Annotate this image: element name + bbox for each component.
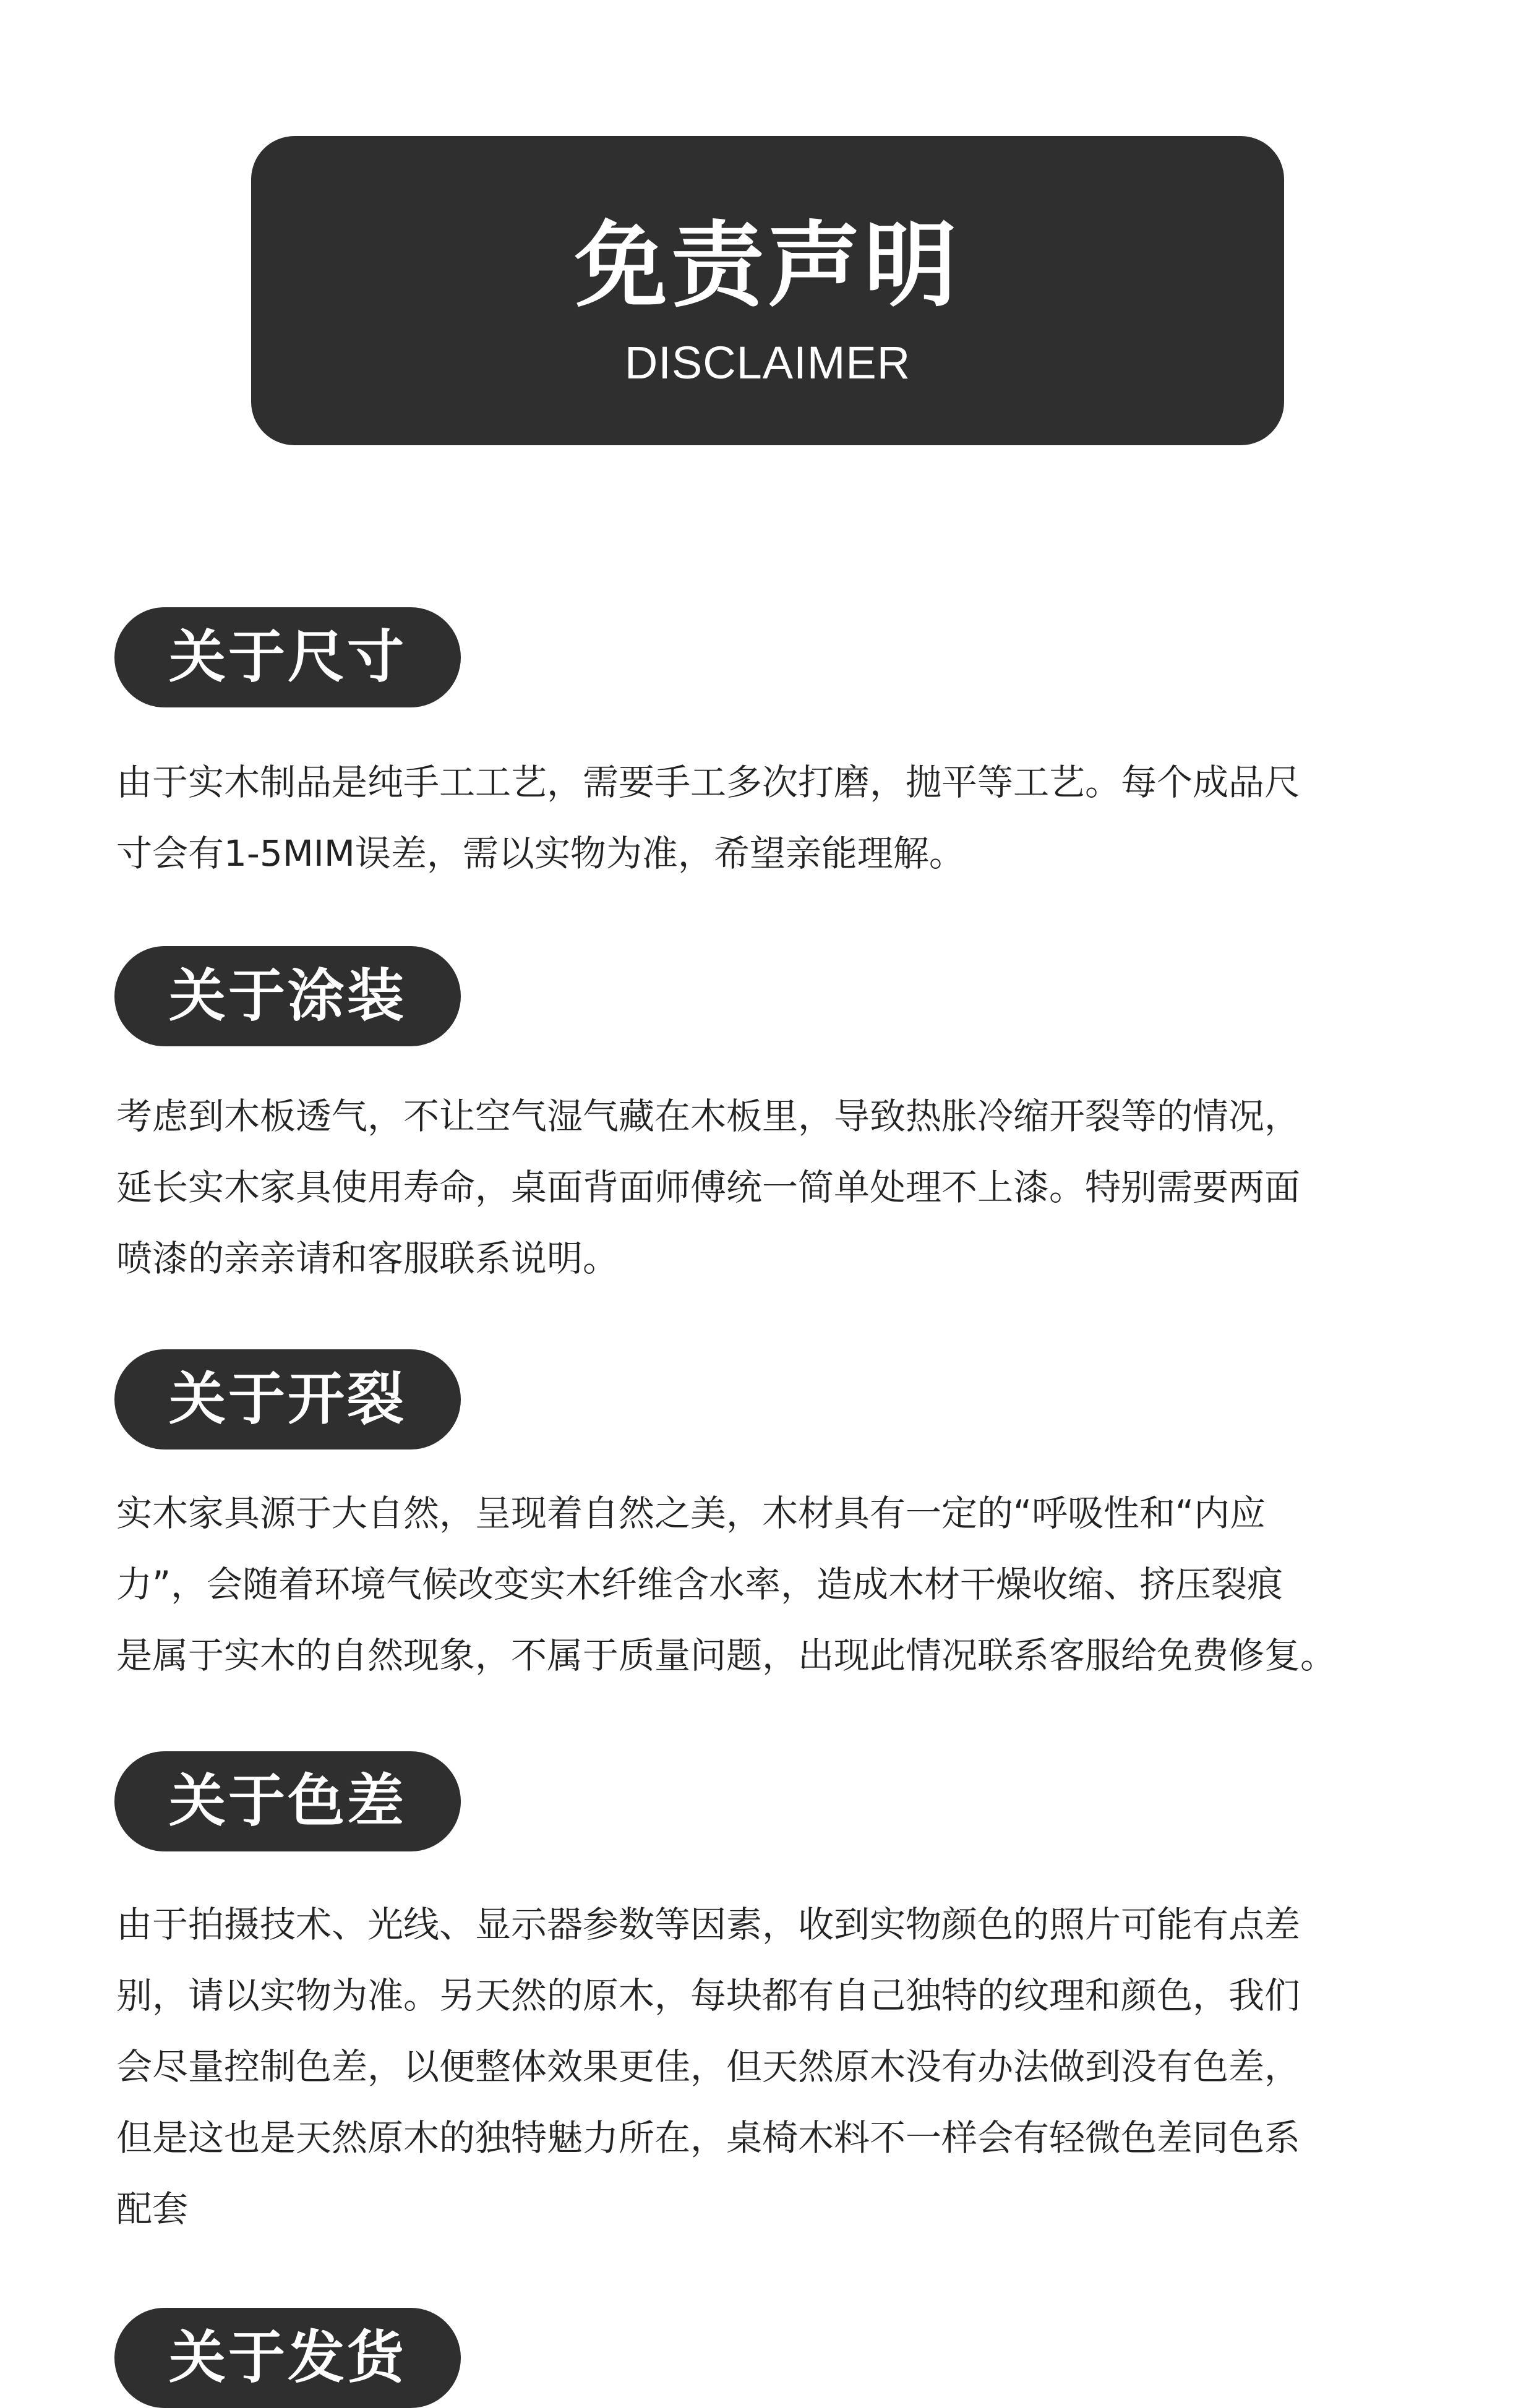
body-line: 是属于实木的自然现象，不属于质量问题，出现此情况联系客服给免费修复。: [116, 1634, 1337, 1676]
body-line: 但是这也是天然原木的独特魅力所在，桌椅木料不一样会有轻微色差同色系: [116, 2117, 1301, 2159]
section-body-cracking: [116, 1478, 1446, 1691]
page-subtitle: DISCLAIMER: [624, 337, 911, 388]
section-heading-size: 关于尺寸: [114, 607, 461, 707]
body-line: 会尽量控制色差，以便整体效果更佳，但天然原木没有办法做到没有色差，: [116, 2046, 1301, 2088]
body-line: 喷漆的亲亲请和客服联系说明。: [116, 1237, 619, 1279]
section-heading-color-difference: 关于色差: [114, 1751, 461, 1851]
section-body-size: [116, 747, 1446, 889]
body-line: 考虑到木板透气，不让空气湿气藏在木板里，导致热胀冷缩开裂等的情况，: [116, 1095, 1301, 1137]
body-line: 延长实木家具使用寿命，桌面背面师傅统一简单处理不上漆。特别需要两面: [116, 1166, 1301, 1208]
section-heading-shipping: 关于发货: [114, 2308, 461, 2408]
page-title: 免责声明: [574, 212, 961, 320]
body-line: 寸会有1-5MIM误差，需以实物为准，希望亲能理解。: [116, 832, 965, 874]
section-heading-coating: 关于涂装: [114, 946, 461, 1046]
section-body-coating: [116, 1081, 1446, 1294]
section-heading-cracking: 关于开裂: [114, 1349, 461, 1449]
body-line: 力”，会随着环境气候改变实木纤维含水率，造成木材干燥收缩、挤压裂痕: [116, 1563, 1283, 1605]
body-line: 由于拍摄技术、光线、显示器参数等因素，收到实物颜色的照片可能有点差: [116, 1903, 1301, 1945]
section-body-color-difference: [116, 1889, 1446, 2245]
body-line: 实木家具源于大自然，呈现着自然之美，木材具有一定的“呼吸性和“内应: [116, 1492, 1266, 1534]
body-line: 别，请以实物为准。另天然的原木，每块都有自己独特的纹理和颜色，我们: [116, 1975, 1301, 2017]
disclaimer-banner: [251, 136, 1284, 445]
body-line: 由于实木制品是纯手工工艺，需要手工多次打磨，抛平等工艺。每个成品尺: [116, 761, 1301, 803]
body-line: 配套: [116, 2188, 189, 2230]
